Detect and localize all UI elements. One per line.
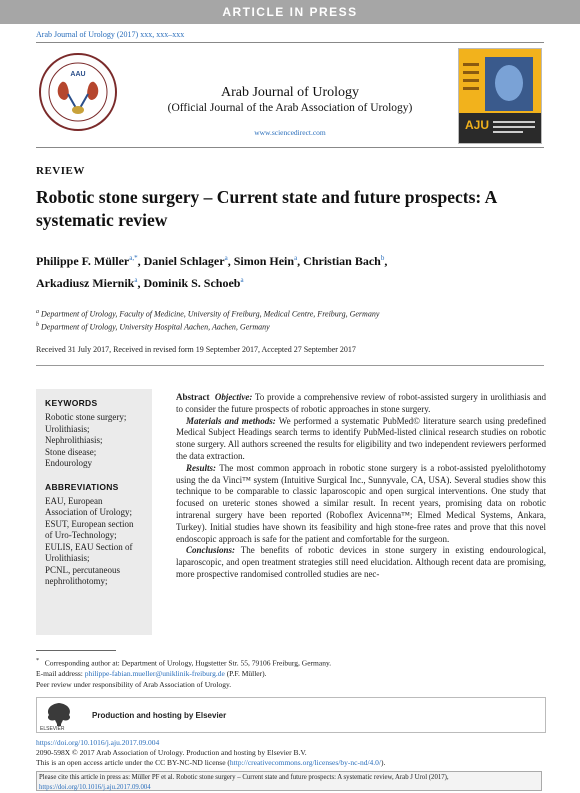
author-affiliation-marker[interactable]: a [224,254,228,262]
keyword-list [45,412,143,470]
abbreviation-item: EAU, European Association of Urology; [45,495,132,517]
copyright-block [36,748,546,768]
keyword-item: Nephrolithiasis; [45,435,103,445]
keyword-item: Robotic stone surgery; [45,412,127,422]
corresponding-author [36,656,546,669]
abbreviation-list [45,496,143,588]
elsevier-logo-caption: ELSEVIER [40,726,65,732]
keywords-heading: KEYWORDS [45,398,98,408]
objective-text: To provide a comprehensive review of robot-assisted surgery in urolithiasis and to consider the future prospects of robotic approaches in stone surgery. [176,392,546,414]
footnote-star: * [36,657,40,664]
cover-art-icon [459,49,541,143]
results-label: Results: [186,462,217,473]
doi-link[interactable]: https://doi.org/10.1016/j.aju.2017.09.004 [36,738,160,747]
license-suffix: ). [380,758,386,767]
abstract-methods [176,416,546,463]
elsevier-tree-icon [40,700,78,728]
copyright-text: 2090-598X © 2017 Arab Association of Urology. Production and hosting by Elsevier B.V. [36,748,307,757]
keyword-item: Urolithiasis; [45,423,90,434]
objective-label: Objective: [214,392,253,402]
affiliation-item [36,320,536,333]
license-prefix: This is an open access article under the CC BY-NC-ND license ( [36,758,230,767]
citation-text: Please cite this article in press as: Müller PF et al. Robotic stone surgery – Current state and future prospects: A systematic review, Arab J Urol (2017), [39,774,449,781]
email-link[interactable]: philippe-fabian.mueller@uniklinik-freiburg.de [84,669,225,678]
author-affiliation-marker[interactable]: a [134,276,138,284]
corresponding-text: Corresponding author at: Department of Urology, Hugstetter Str. 55, 79106 Freiburg, Germany. [44,658,332,668]
section-label: REVIEW [36,165,85,177]
author-list [36,249,536,293]
author-affiliation-marker[interactable]: a,* [129,254,138,262]
abbreviation-item: EULIS, EAU Section of Urolithiasis; [45,541,133,563]
author-name[interactable]: Simon Hein [233,254,295,268]
journal-cover-image [458,48,542,144]
affiliation-marker: b [36,321,39,328]
sciencedirect-link[interactable]: www.sciencedirect.com [254,128,326,137]
email-label: E-mail address: [36,669,83,678]
citation-box [36,771,542,791]
abstract [176,392,546,642]
conclusions-label: Conclusions: [186,545,236,556]
article-in-press-banner: ARTICLE IN PRESS [0,0,580,24]
abstract-label: Abstract [176,392,210,402]
author-name[interactable]: Christian Bach [303,254,381,268]
email-suffix: (P.F. Müller). [226,669,267,678]
logo-text: AAU [70,71,86,78]
article-dates: Received 31 July 2017, Received in revised form 19 September 2017, Accepted 27 September 2017 [36,345,356,354]
journal-subtitle: (Official Journal of the Arab Association of Urology) [167,102,413,114]
citation-doi-link[interactable]: https://doi.org/10.1016/j.aju.2017.09.004 [39,783,151,791]
affiliation-text: Department of Urology, Faculty of Medicine, University of Freiburg, Medical Centre, Freiburg, Germany [41,309,380,319]
abstract-objective [176,392,546,416]
footnotes [36,656,546,690]
author-separator: , [137,276,144,290]
affiliation-item [36,307,536,320]
conclusions-text: The benefits of robotic devices in stone surgery in existing endourological, laparoscopic, and open treatment strategies still need elucidation. Although recent data are promising, more prospective randomised controlled studies are nec- [176,545,546,579]
author-affiliation-marker[interactable]: a [240,276,244,284]
affiliation-marker: a [36,309,39,315]
cover-text: AJU [465,118,490,132]
abbreviation-item: PCNL, percutaneous nephrolithotomy; [45,564,120,586]
keyword-item: Endourology [45,458,92,468]
author-name[interactable]: Philippe F. Müller [36,254,130,268]
keyword-item: Stone disease; [45,446,97,457]
keywords-box [36,389,152,635]
author-affiliation-marker[interactable]: a [294,254,298,262]
author-separator: , [384,254,388,268]
affiliation-text: Department of Urology, University Hospital Aachen, Aachen, Germany [41,322,270,332]
divider [36,365,544,366]
author-name[interactable]: Dominik S. Schoeb [143,276,241,290]
author-name[interactable]: Arkadiusz Miernik [36,276,135,290]
footnote-divider [36,650,116,651]
abbreviation-item: ESUT, European section of Uro-Technology; [45,518,134,540]
license-line [36,758,546,768]
author-separator: , [227,254,234,268]
author-separator: , [137,254,144,268]
journal-reference[interactable]: Arab Journal of Urology (2017) xxx, xxx–xxx [36,30,185,39]
author-separator: , [297,254,304,268]
abstract-results [176,463,546,546]
peer-review-note: Peer review under responsibility of Arab Association of Urology. [36,679,232,689]
author-affiliation-marker[interactable]: b [380,254,385,262]
aau-logo-icon [38,52,118,132]
methods-label: Materials and methods: [186,415,276,426]
affiliations [36,307,536,332]
email-line [36,669,546,680]
author-name[interactable]: Daniel Schlager [143,254,225,268]
article-title: Robotic stone surgery – Current state and future prospects: A systematic review [36,187,497,230]
journal-title: Arab Journal of Urology [220,85,360,100]
methods-text: We performed a systematic PubMed© literature search using predefined Medical Subject Headings search terms to identify PubMed-listed clinical research studies on robotic stone surgery. All authors screened the results for eligibility and two independent reviewers performed the data extraction. [176,415,546,461]
license-link[interactable]: http://creativecommons.org/licenses/by-nc-nd/4.0/ [229,758,381,767]
abbreviations-heading: ABBREVIATIONS [45,481,119,492]
abstract-conclusions [176,545,546,580]
production-hosting-text: Production and hosting by Elsevier [92,711,227,720]
results-text: The most common approach in robotic stone surgery is a robot-assisted pyelolithotomy using the da Vinci™ system (Intuitive Surgical Inc., Sunnyvale, CA, USA). Several studies show this technique to be comparable to classic laparoscopic and open surgical interventions. One study that focused on ureteric stones showed a similar result. In recent years, promising data on robotic intrarenal surgery have been reported (Roboflex Avicenna™; Elmed Medical Systems, Ankara, Turkey). Initial studies have shown its feasibility and high stone-free rates and prove that this novel endoscopic approach is safe for the patient and comfortable for the surgeon. [176,462,546,544]
